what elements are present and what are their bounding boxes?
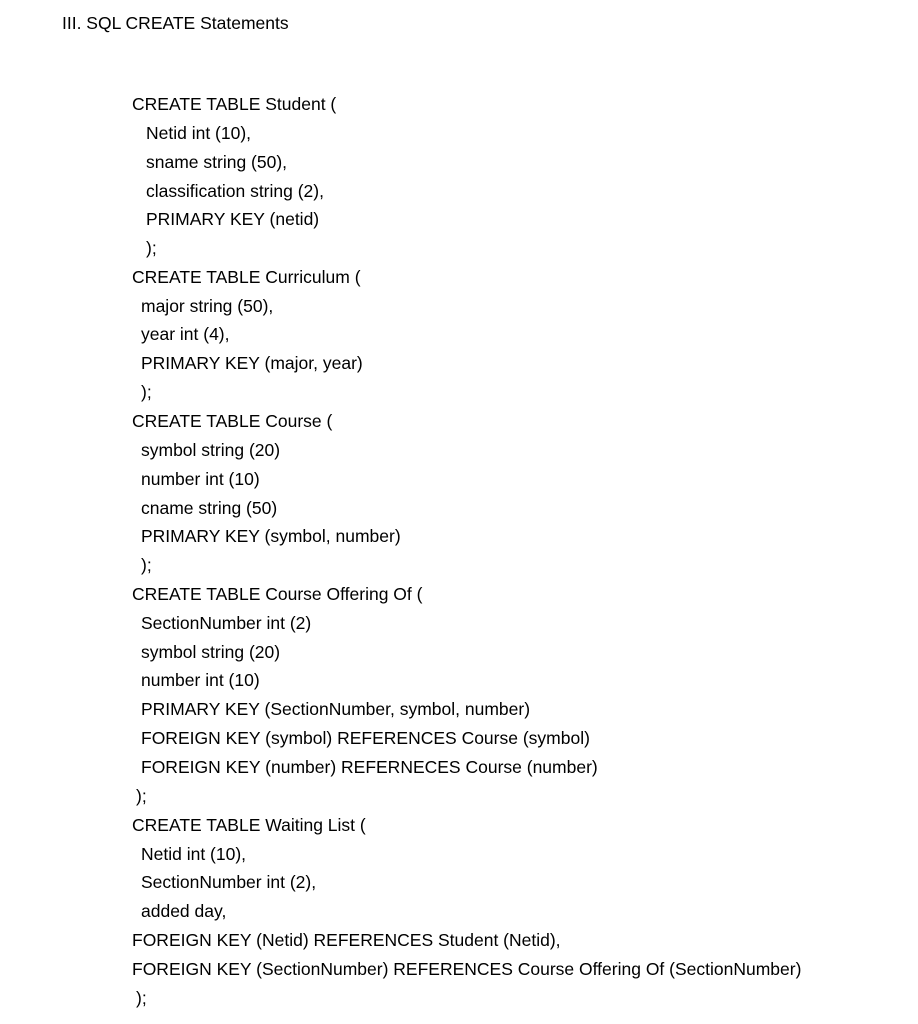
code-line: cname string (50) (141, 498, 278, 518)
code-line: SectionNumber int (2), (141, 872, 317, 892)
code-line: year int (4), (141, 324, 230, 344)
code-line: CREATE TABLE Course Offering Of ( (132, 584, 423, 604)
code-line: number int (10) (141, 469, 260, 489)
code-line: FOREIGN KEY (Netid) REFERENCES Student (Netid), (132, 930, 561, 950)
code-line: number int (10) (141, 670, 260, 690)
code-line: sname string (50), (146, 152, 288, 172)
code-line: CREATE TABLE Student ( (132, 94, 337, 114)
code-line: Netid int (10), (141, 844, 247, 864)
code-line: major string (50), (141, 296, 274, 316)
code-line: PRIMARY KEY (symbol, number) (141, 526, 401, 546)
code-line: CREATE TABLE Course ( (132, 411, 333, 431)
code-line: ); (146, 238, 157, 258)
code-line: CREATE TABLE Waiting List ( (132, 815, 366, 835)
code-line: PRIMARY KEY (SectionNumber, symbol, number) (141, 699, 531, 719)
code-line: SectionNumber int (2) (141, 613, 312, 633)
code-line: classification string (2), (146, 181, 324, 201)
code-line: PRIMARY KEY (major, year) (141, 353, 363, 373)
code-line: FOREIGN KEY (SectionNumber) REFERENCES Course Offering Of (SectionNumber) (132, 959, 802, 979)
code-line: ); (141, 555, 152, 575)
section-heading: III. SQL CREATE Statements (62, 13, 289, 33)
code-line: FOREIGN KEY (number) REFERNECES Course (number) (141, 757, 598, 777)
code-line: symbol string (20) (141, 642, 281, 662)
code-line: ); (141, 382, 152, 402)
code-line: added day, (141, 901, 227, 921)
code-line: ); (136, 786, 147, 806)
code-line: FOREIGN KEY (symbol) REFERENCES Course (symbol) (141, 728, 590, 748)
code-line: CREATE TABLE Curriculum ( (132, 267, 361, 287)
code-line: Netid int (10), (146, 123, 252, 143)
code-line: symbol string (20) (141, 440, 281, 460)
code-line: PRIMARY KEY (netid) (146, 209, 320, 229)
code-line: ); (136, 988, 147, 1008)
